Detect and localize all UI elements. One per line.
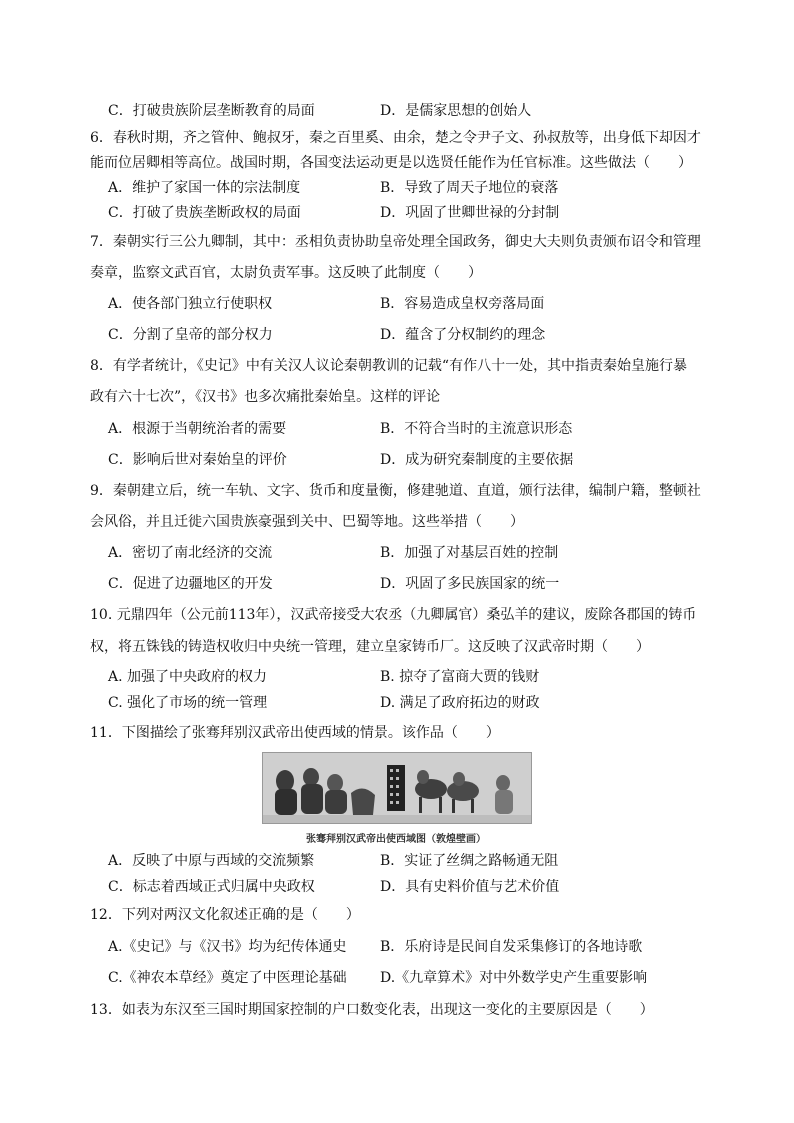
q10-option-a: A. 加强了中央政府的权力 <box>108 669 268 685</box>
q12-option-b: B．乐府诗是民间自发采集修订的各地诗歌 <box>380 939 643 955</box>
q9-stem-line2: 会风俗，并且迁徙六国贵族豪强到关中、巴蜀等地。这些举措（ ） <box>90 514 524 530</box>
q9-option-c: C．促进了边疆地区的开发 <box>108 576 273 592</box>
q11-option-c: C．标志着西域正式归属中央政权 <box>108 879 315 895</box>
q8-stem-line1: 8．有学者统计，《史记》中有关汉人议论秦朝教训的记载“有作八十一处，其中指责秦始皇施行暴 <box>90 358 688 374</box>
q12-stem-line1: 12．下列对两汉文化叙述正确的是（ ） <box>90 907 360 923</box>
q6-option-c: C．打破了贵族垄断政权的局面 <box>108 205 301 221</box>
q7-option-a: A．使各部门独立行使职权 <box>108 296 273 312</box>
q7-option-d: D．蕴含了分权制约的理念 <box>380 327 546 343</box>
q11-option-d: D．具有史料价值与艺术价值 <box>380 879 560 895</box>
q5-option-c: C．打破贵族阶层垄断教育的局面 <box>108 103 315 119</box>
q7-stem-line1: 7．秦朝实行三公九卿制，其中：丞相负责协助皇帝处理全国政务，御史大夫则负责颁布诏令和管理 <box>90 234 701 250</box>
q12-option-d: D.《九章算术》对中外数学史产生重要影响 <box>380 970 648 986</box>
q12-option-a: A.《史记》与《汉书》均为纪传体通史 <box>108 939 347 955</box>
q6-option-a: A．维护了家国一体的宗法制度 <box>108 180 301 196</box>
q13-stem-line1: 13．如表为东汉至三国时期国家控制的户口数变化表，出现这一变化的主要原因是（ ） <box>90 1002 654 1018</box>
q7-option-b: B．容易造成皇权旁落局面 <box>380 296 545 312</box>
q9-option-d: D．巩固了多民族国家的统一 <box>380 576 560 592</box>
q7-option-c: C．分割了皇帝的部分权力 <box>108 327 273 343</box>
q7-stem-line2: 奏章，监察文武百官，太尉负责军事。这反映了此制度（ ） <box>90 265 482 281</box>
q10-option-c: C. 强化了市场的统一管理 <box>108 695 268 711</box>
q11-option-b: B．实证了丝绸之路畅通无阻 <box>380 853 559 869</box>
mural-caption: 张骞拜别汉武帝出使西域图（敦煌壁画） <box>306 834 486 845</box>
dunhuang-mural-image <box>262 752 532 824</box>
q10-option-b: B. 掠夺了富商大贾的钱财 <box>380 669 540 685</box>
q8-option-a: A．根源于当朝统治者的需要 <box>108 421 287 437</box>
q9-stem-line1: 9．秦朝建立后，统一车轨、文字、货币和度量衡，修建驰道、直道，颁行法律，编制户籍，整顿社 <box>90 483 701 499</box>
q8-option-d: D．成为研究秦制度的主要依据 <box>380 452 574 468</box>
q10-option-d: D. 满足了政府拓边的财政 <box>380 695 540 711</box>
q8-option-b: B．不符合当时的主流意识形态 <box>380 421 573 437</box>
q8-option-c: C．影响后世对秦始皇的评价 <box>108 452 287 468</box>
q9-option-a: A．密切了南北经济的交流 <box>108 545 273 561</box>
q6-option-b: B．导致了周天子地位的衰落 <box>380 180 559 196</box>
q10-stem-line2: 权，将五铢钱的铸造权收归中央统一管理，建立皇家铸币厂。这反映了汉武帝时期（ ） <box>90 639 650 655</box>
q10-stem-line1: 10. 元鼎四年（公元前113年），汉武帝接受大农丞（九卿属官）桑弘羊的建议，废除各郡国的铸币 <box>90 607 697 623</box>
mural-illustration <box>263 753 531 823</box>
q6-stem-line1: 6．春秋时期，齐之管仲、鲍叔牙，秦之百里奚、由余，楚之令尹子文、孙叔敖等，出身低下却因才 <box>90 130 701 146</box>
q9-option-b: B．加强了对基层百姓的控制 <box>380 545 559 561</box>
q11-option-a: A．反映了中原与西域的交流频繁 <box>108 853 315 869</box>
q6-stem-line2: 能而位居卿相等高位。战国时期，各国变法运动更是以选贤任能作为任官标准。这些做法（ ） <box>90 155 692 171</box>
q5-option-d: D．是儒家思想的创始人 <box>380 103 532 119</box>
q12-option-c: C.《神农本草经》奠定了中医理论基础 <box>108 970 347 986</box>
q6-option-d: D．巩固了世卿世禄的分封制 <box>380 205 560 221</box>
q11-stem-line1: 11．下图描绘了张骞拜别汉武帝出使西域的情景。该作品（ ） <box>90 725 500 741</box>
q8-stem-line2: 政有六十七次”，《汉书》也多次痛批秦始皇。这样的评论 <box>90 389 441 405</box>
